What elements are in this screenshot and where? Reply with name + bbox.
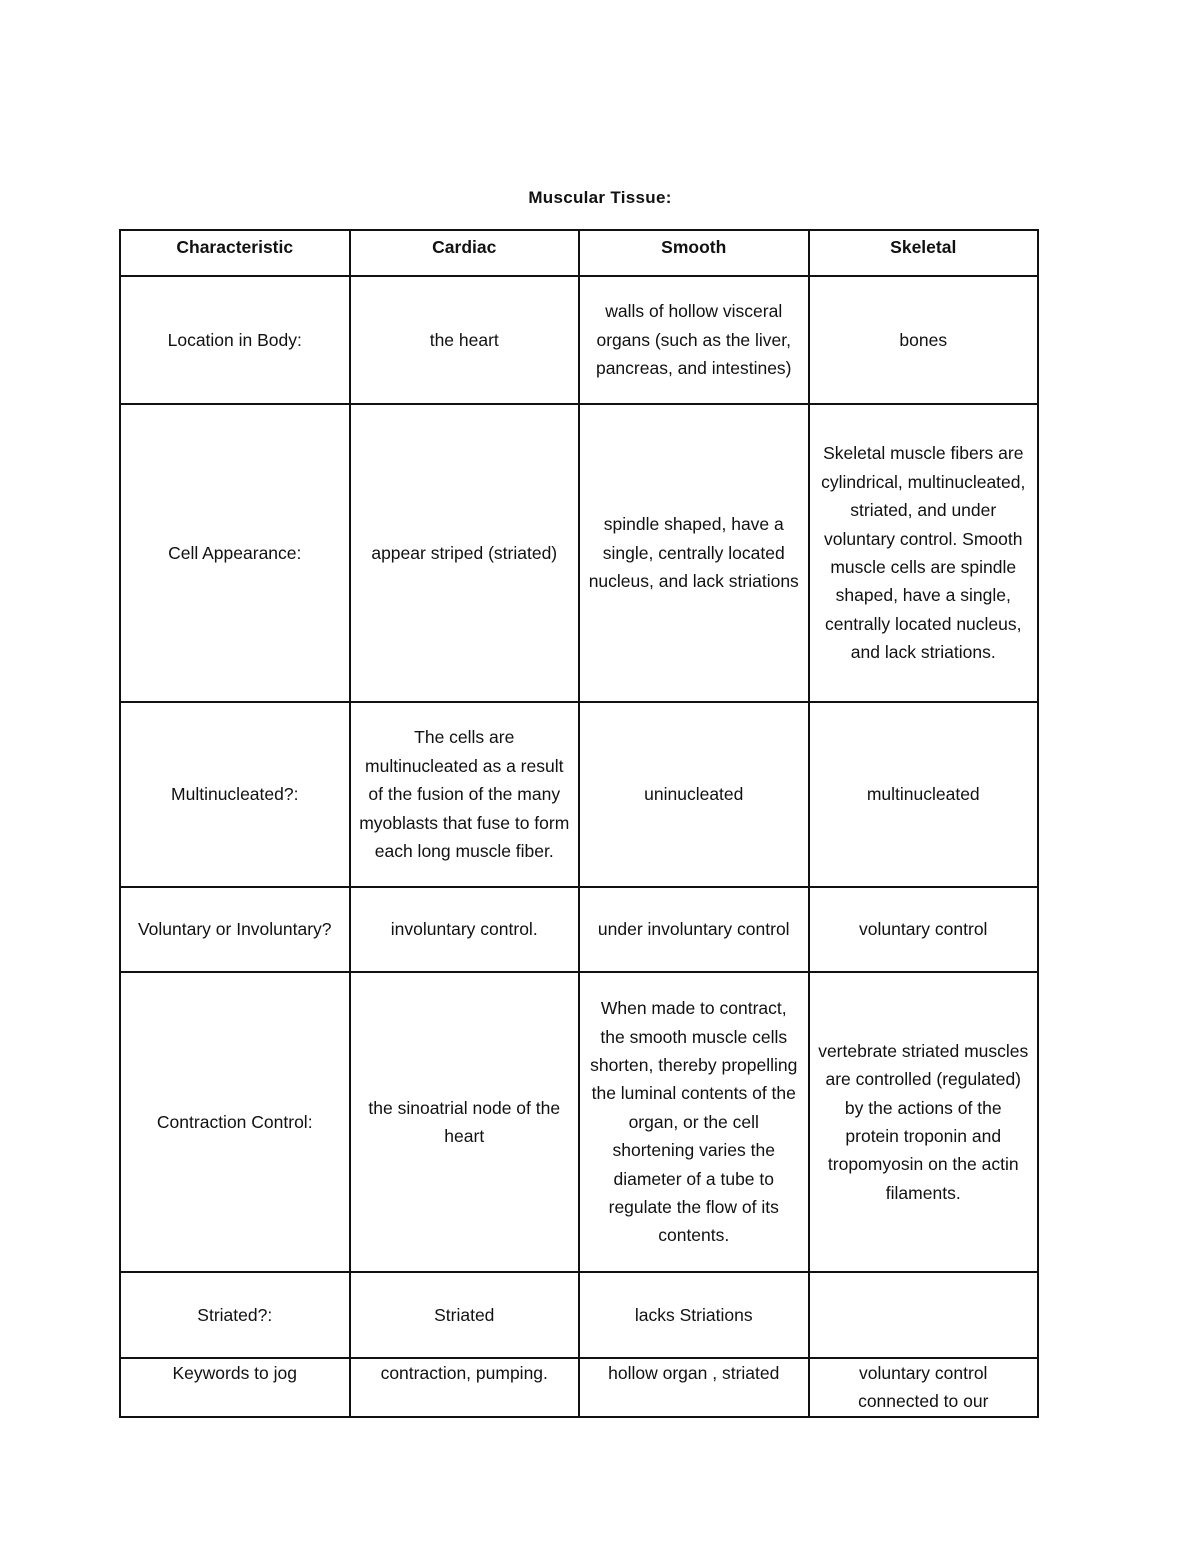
cell-characteristic: Multinucleated?: bbox=[120, 702, 350, 887]
cell-skeletal: bones bbox=[809, 276, 1039, 404]
cell-cardiac: the sinoatrial node of the heart bbox=[350, 972, 580, 1272]
cell-smooth: hollow organ , striated bbox=[579, 1358, 809, 1417]
cell-cardiac: appear striped (striated) bbox=[350, 404, 580, 702]
table-row-location bbox=[120, 276, 1038, 404]
header-cardiac: Cardiac bbox=[350, 230, 580, 276]
cell-smooth: uninucleated bbox=[579, 702, 809, 887]
table-row-cell-appearance bbox=[120, 404, 1038, 702]
cell-skeletal: multinucleated bbox=[809, 702, 1039, 887]
cell-cardiac: contraction, pumping. bbox=[350, 1358, 580, 1417]
cell-cardiac: Striated bbox=[350, 1272, 580, 1358]
page-title: Muscular Tissue: bbox=[528, 188, 672, 207]
cell-characteristic: Cell Appearance: bbox=[120, 404, 350, 702]
header-characteristic: Characteristic bbox=[120, 230, 350, 276]
cell-skeletal: vertebrate striated muscles are controlled (regulated) by the actions of the protein troponin and tropomyosin on the actin filaments. bbox=[809, 972, 1039, 1272]
table-row-contraction-control bbox=[120, 972, 1038, 1272]
cell-skeletal: voluntary control connected to our bbox=[809, 1358, 1039, 1417]
cell-smooth: walls of hollow visceral organs (such as the liver, pancreas, and intestines) bbox=[579, 276, 809, 404]
cell-smooth: When made to contract, the smooth muscle cells shorten, thereby propelling the luminal contents of the organ, or the cell shortening varies the diameter of a tube to regulate the flow of its contents. bbox=[579, 972, 809, 1272]
cell-characteristic: Keywords to jog bbox=[120, 1358, 350, 1417]
cell-characteristic: Striated?: bbox=[120, 1272, 350, 1358]
cell-characteristic: Voluntary or Involuntary? bbox=[120, 887, 350, 972]
table-row-voluntary bbox=[120, 887, 1038, 972]
cell-characteristic: Contraction Control: bbox=[120, 972, 350, 1272]
table-row-striated bbox=[120, 1272, 1038, 1358]
cell-skeletal bbox=[809, 1272, 1039, 1358]
header-skeletal: Skeletal bbox=[809, 230, 1039, 276]
cell-smooth: under involuntary control bbox=[579, 887, 809, 972]
cell-cardiac: involuntary control. bbox=[350, 887, 580, 972]
table-row-multinucleated bbox=[120, 702, 1038, 887]
cell-smooth: lacks Striations bbox=[579, 1272, 809, 1358]
table-row-keywords bbox=[120, 1358, 1038, 1417]
cell-skeletal: Skeletal muscle fibers are cylindrical, multinucleated, striated, and under voluntary control. Smooth muscle cells are spindle shaped, have a single, centrally located nucleus, and lack striations. bbox=[809, 404, 1039, 702]
cell-cardiac: the heart bbox=[350, 276, 580, 404]
cell-characteristic: Location in Body: bbox=[120, 276, 350, 404]
table-header-row bbox=[120, 230, 1038, 276]
header-smooth: Smooth bbox=[579, 230, 809, 276]
cell-skeletal: voluntary control bbox=[809, 887, 1039, 972]
muscular-tissue-table bbox=[119, 229, 1039, 1418]
cell-smooth: spindle shaped, have a single, centrally located nucleus, and lack striations bbox=[579, 404, 809, 702]
cell-cardiac: The cells are multinucleated as a result of the fusion of the many myoblasts that fuse to form each long muscle fiber. bbox=[350, 702, 580, 887]
